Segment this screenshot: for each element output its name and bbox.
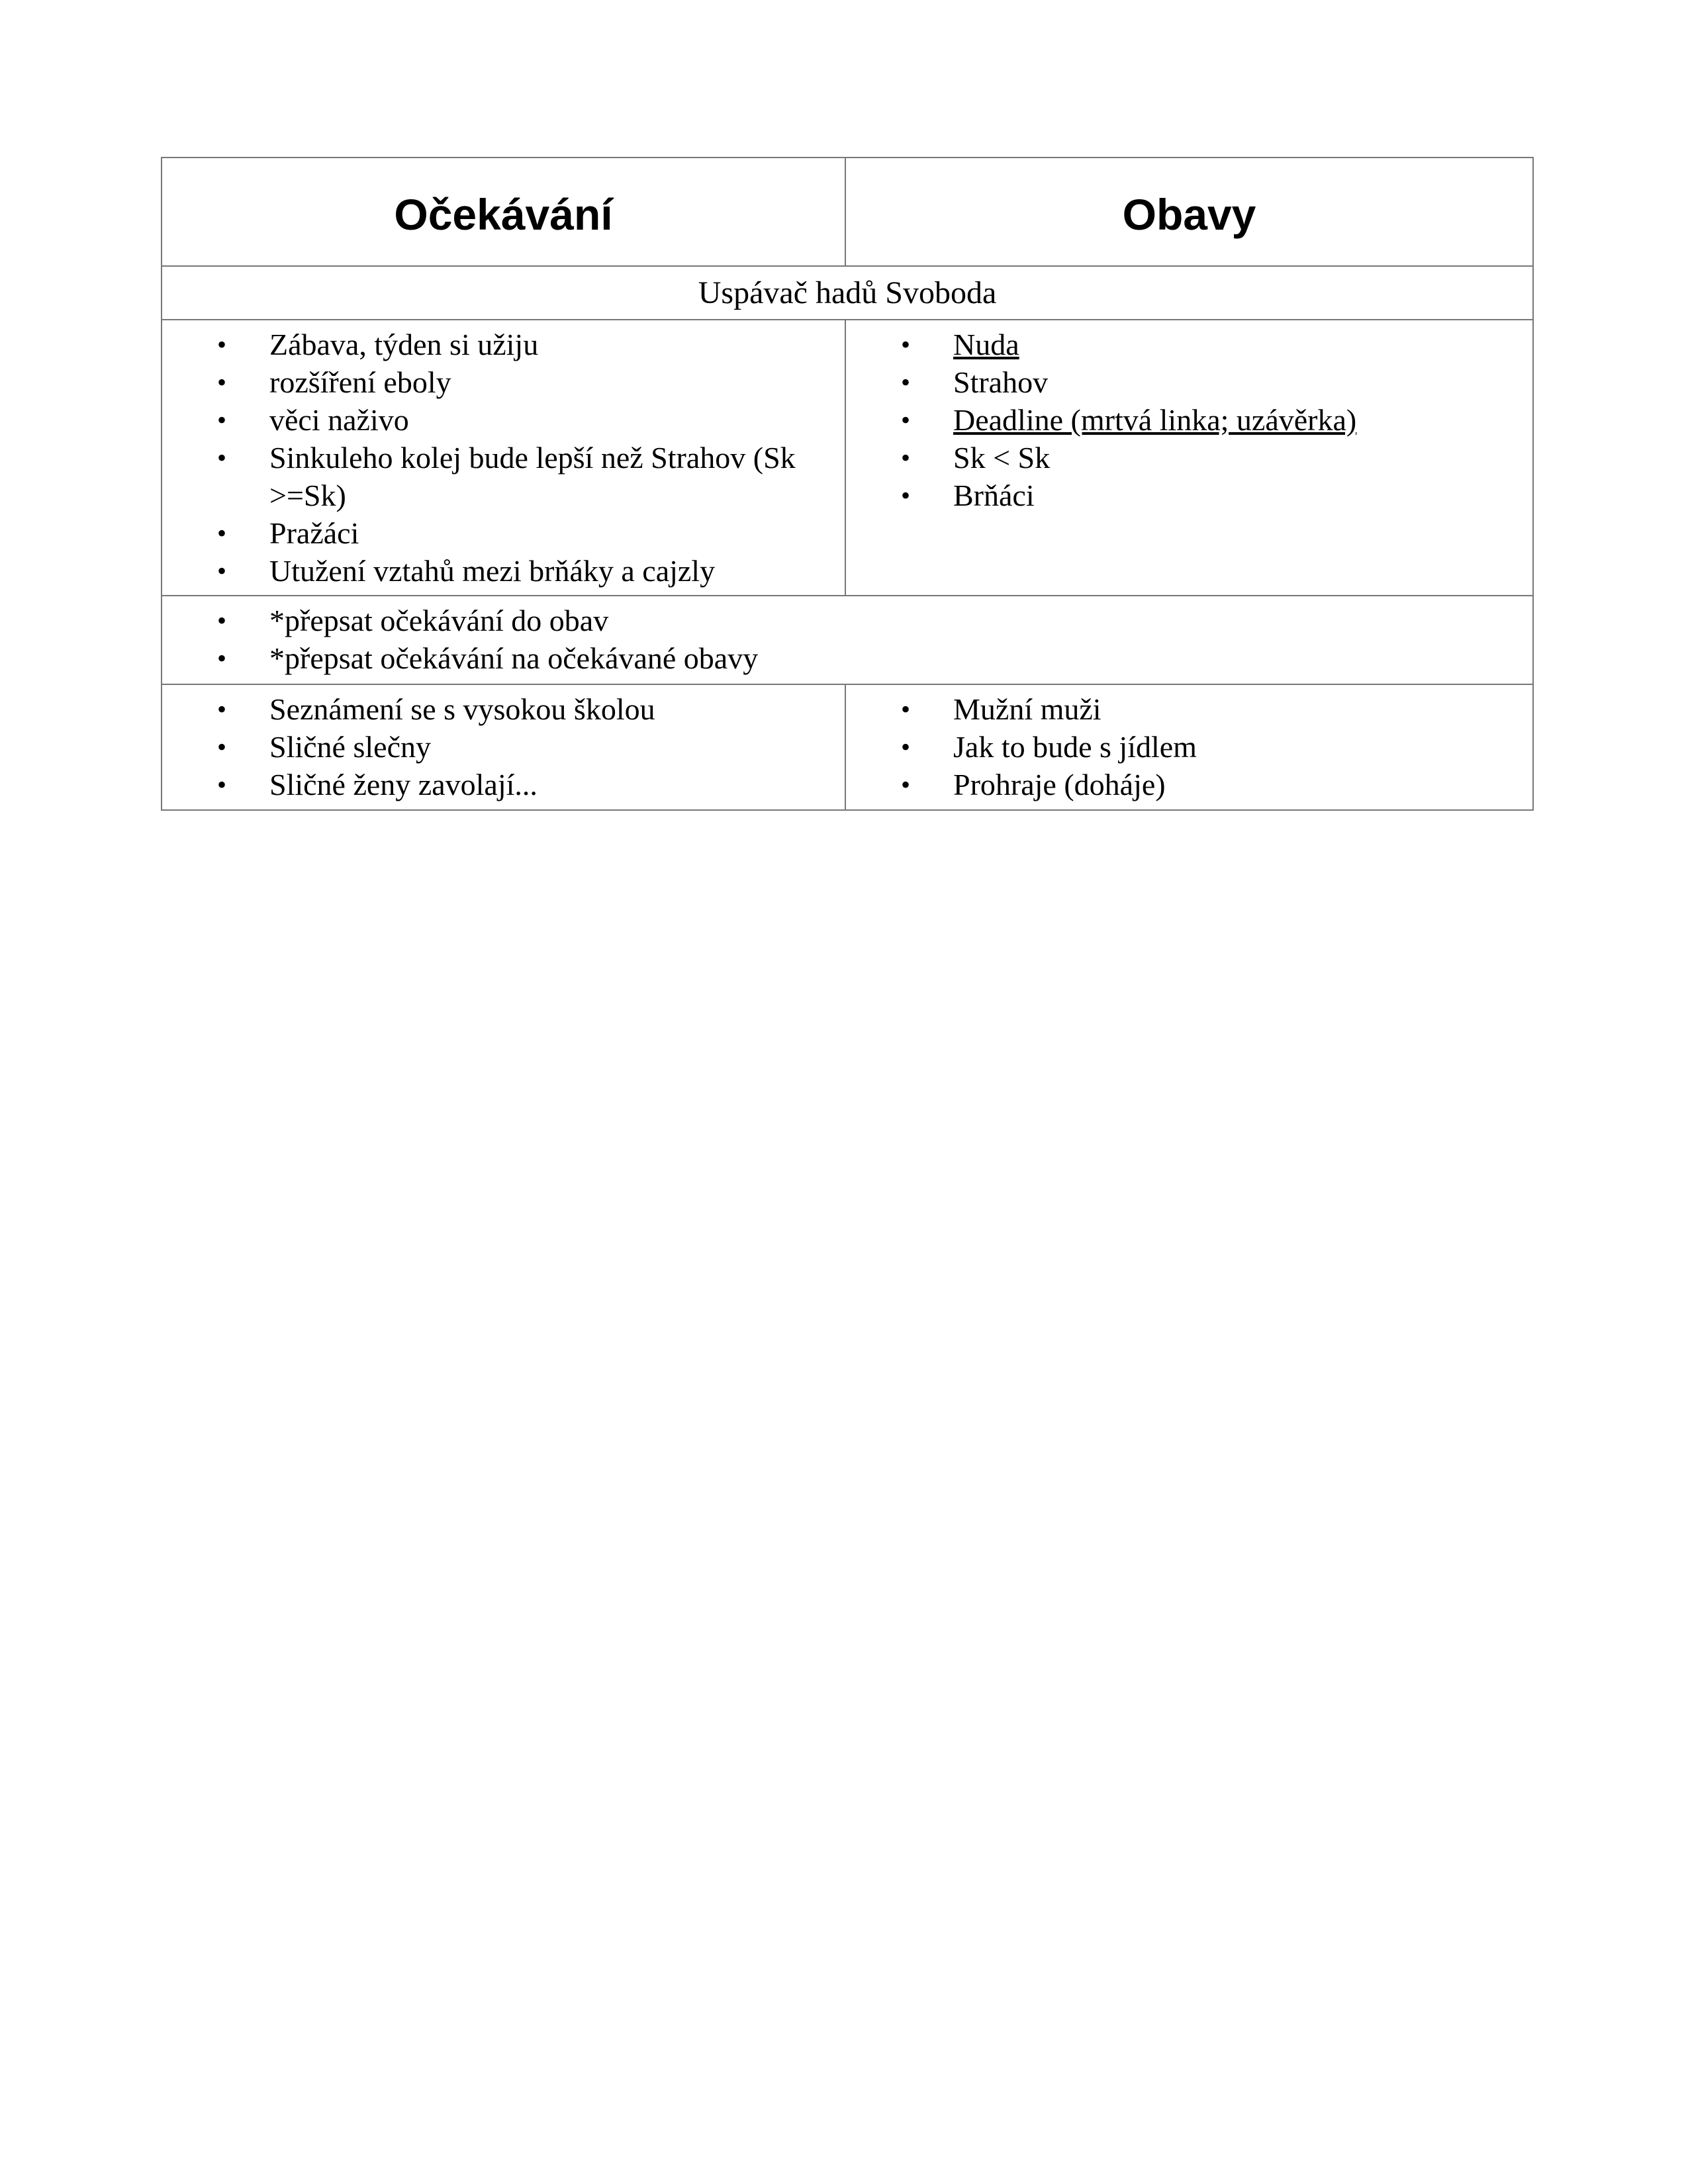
list-item: • Sličné ženy zavolají...: [162, 766, 845, 803]
expectations-cell: [162, 320, 845, 596]
bullet-icon: •: [217, 606, 227, 635]
table-header-row: [162, 158, 1533, 266]
bullet-icon: •: [217, 732, 227, 762]
section-title: Uspávač hadů Svoboda: [162, 266, 1533, 320]
list-item: • Sk < Sk: [846, 439, 1532, 477]
list-item: • Mužní muži: [846, 690, 1532, 728]
bullet-icon: •: [217, 556, 227, 586]
concerns-list: [846, 685, 1532, 809]
list-item: • Pražáci: [162, 514, 845, 552]
concerns-cell: [845, 684, 1533, 810]
concerns-list: [846, 320, 1532, 520]
list-item: • Jak to bude s jídlem: [846, 728, 1532, 766]
notes-row: [162, 596, 1533, 684]
bullet-icon: •: [217, 330, 227, 359]
list-item: • *přepsat očekávání do obav: [162, 602, 1532, 639]
bullet-icon: •: [217, 770, 227, 799]
bullet-icon: •: [217, 518, 227, 548]
list-item: • Zábava, týden si užiju: [162, 326, 845, 363]
expectations-table: [161, 157, 1534, 811]
list-item: • Sličné slečny: [162, 728, 845, 766]
bullet-icon: •: [217, 367, 227, 397]
section-title-row: [162, 266, 1533, 320]
notes-cell: [162, 596, 1533, 684]
bullet-icon: •: [217, 443, 227, 473]
bullet-icon: •: [901, 480, 911, 510]
list-item: • Nuda: [846, 326, 1532, 363]
bullet-icon: •: [901, 405, 911, 435]
bullet-icon: •: [901, 694, 911, 724]
expectations-list: [162, 320, 845, 595]
expectations-list: [162, 685, 845, 809]
bullet-icon: •: [217, 694, 227, 724]
bullet-icon: •: [901, 770, 911, 799]
table-row: [162, 684, 1533, 810]
list-item: • Sinkuleho kolej bude lepší než Strahov (Sk >=Sk): [162, 439, 845, 514]
bullet-icon: •: [217, 405, 227, 435]
list-item: • *přepsat očekávání na očekávané obavy: [162, 639, 1532, 677]
bullet-icon: •: [901, 330, 911, 359]
list-item: • rozšíření eboly: [162, 363, 845, 401]
header-expectations: Očekávání: [162, 158, 845, 266]
bullet-icon: •: [901, 443, 911, 473]
notes-list: [162, 596, 1532, 682]
concerns-cell: [845, 320, 1533, 596]
list-item: • Brňáci: [846, 477, 1532, 514]
bullet-icon: •: [901, 732, 911, 762]
bullet-icon: •: [901, 367, 911, 397]
header-concerns: Obavy: [845, 158, 1533, 266]
list-item: • Deadline (mrtvá linka; uzávěrka): [846, 401, 1532, 439]
list-item: • Seznámení se s vysokou školou: [162, 690, 845, 728]
list-item: • věci naživo: [162, 401, 845, 439]
list-item: • Prohraje (doháje): [846, 766, 1532, 803]
list-item: • Utužení vztahů mezi brňáky a cajzly: [162, 552, 845, 590]
expectations-cell: [162, 684, 845, 810]
table-row: [162, 320, 1533, 596]
list-item: • Strahov: [846, 363, 1532, 401]
bullet-icon: •: [217, 643, 227, 673]
